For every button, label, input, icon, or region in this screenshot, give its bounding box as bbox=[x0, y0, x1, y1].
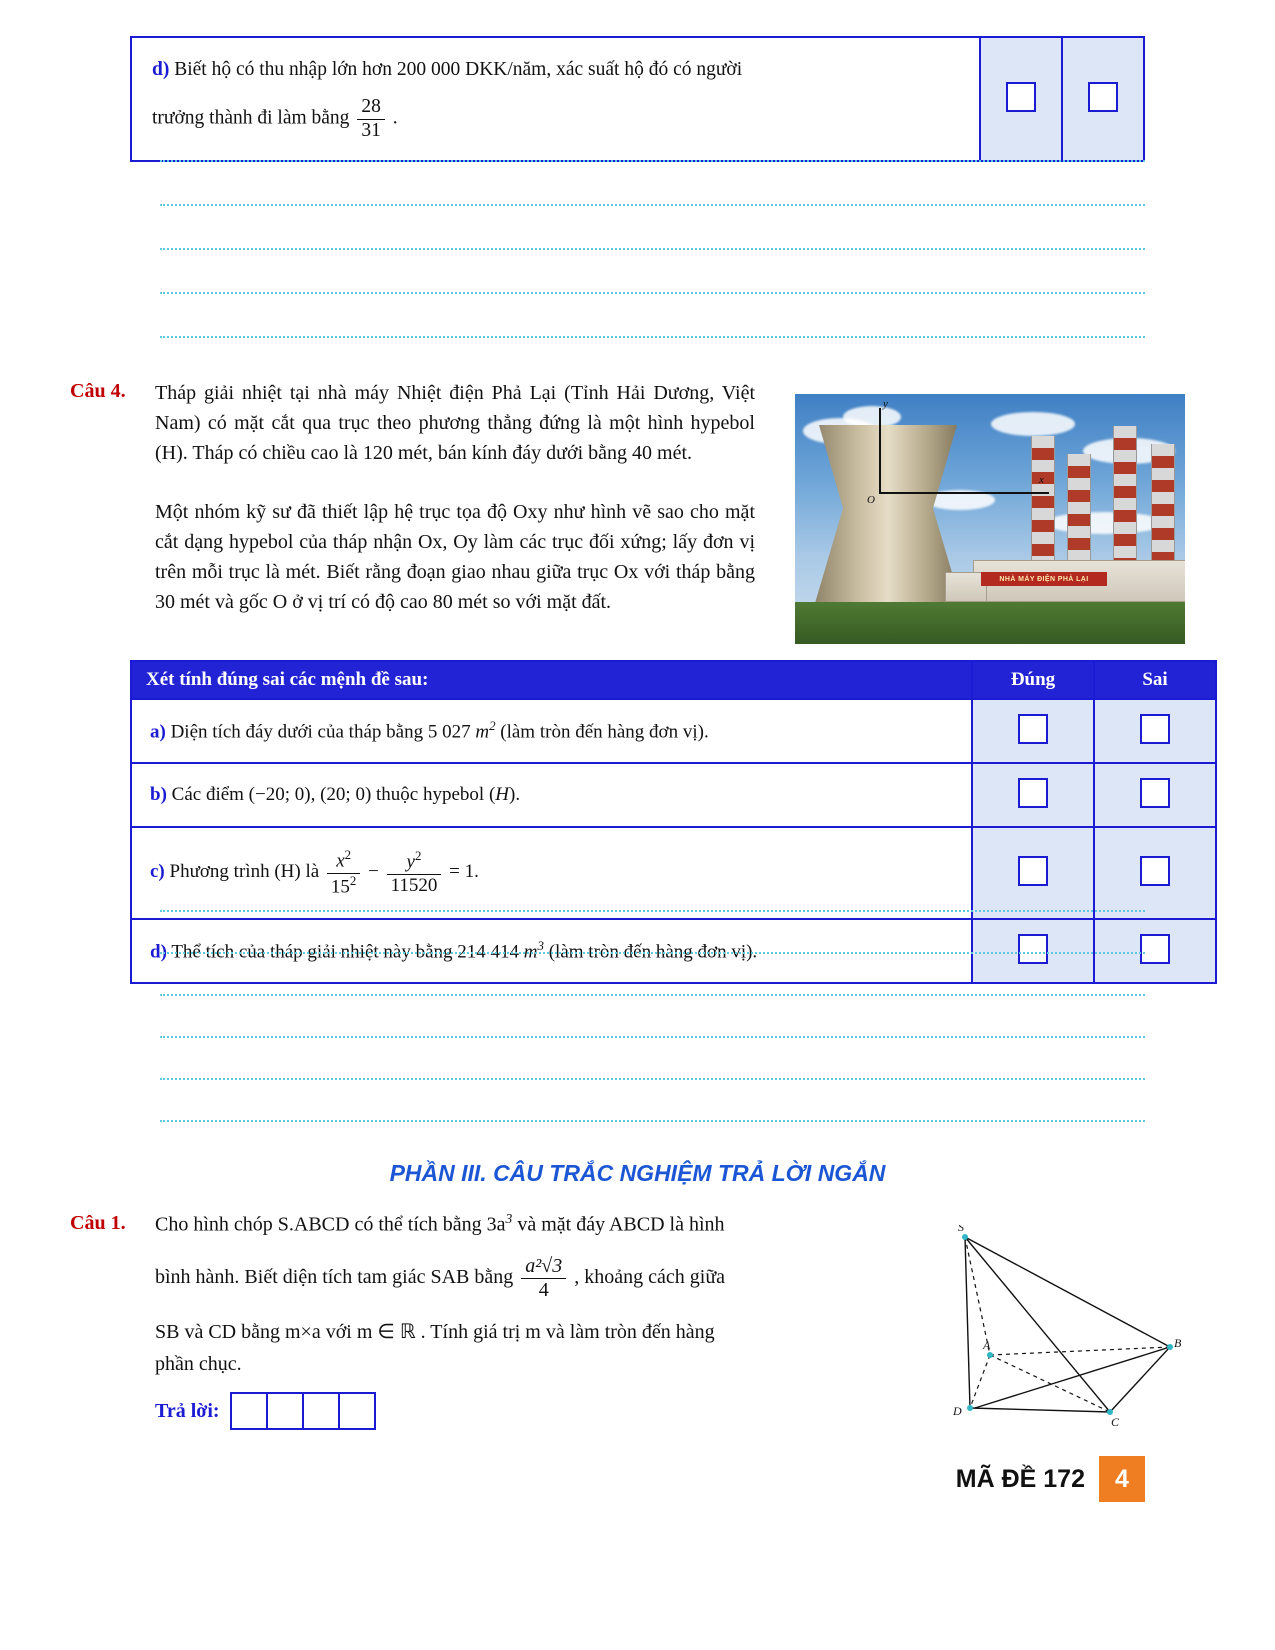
answer-cell-4[interactable] bbox=[340, 1394, 374, 1428]
statement-text-d2-post: (làm tròn đến hàng đơn vị). bbox=[543, 940, 758, 962]
checkbox-a-false[interactable] bbox=[1140, 714, 1170, 744]
vertex-label-d: D bbox=[953, 1404, 962, 1418]
answer-line[interactable] bbox=[160, 910, 1145, 912]
answer-lines-block-2 bbox=[160, 910, 1145, 1122]
fraction-denominator: 4 bbox=[538, 1278, 549, 1301]
axis-origin-label: O bbox=[867, 494, 875, 506]
answer-line[interactable] bbox=[160, 336, 1145, 338]
answer-line[interactable] bbox=[160, 994, 1145, 996]
q1-line1-b: và mặt đáy ABCD là hình bbox=[512, 1213, 725, 1236]
statement-exp-a: 2 bbox=[489, 717, 496, 733]
checkbox-c-false[interactable] bbox=[1140, 856, 1170, 886]
vertex-label-a: A bbox=[983, 1338, 991, 1352]
part-3-title: PHẦN III. CÂU TRẮC NGHIỆM TRẢ LỜI NGẮN bbox=[389, 1160, 886, 1186]
vertex-label-c: C bbox=[1111, 1415, 1120, 1429]
statement-period: . bbox=[392, 107, 398, 129]
statement-label-d: d) bbox=[152, 58, 170, 80]
edge-s-d bbox=[965, 1237, 970, 1408]
statement-text-b-post: ). bbox=[509, 783, 521, 805]
statement-unit-d2: m bbox=[523, 940, 538, 962]
pyramid-base-solid-edges bbox=[970, 1347, 1170, 1412]
vertex-a bbox=[987, 1352, 993, 1358]
photo-ground bbox=[795, 602, 1185, 644]
plant-sign: NHÀ MÁY ĐIỆN PHẢ LẠI bbox=[981, 572, 1107, 586]
checkbox-d-false[interactable] bbox=[1088, 82, 1118, 112]
cloud-icon bbox=[1045, 512, 1165, 534]
table-header-row bbox=[131, 661, 1216, 699]
num-x-exp: 2 bbox=[344, 847, 352, 863]
question-4-para-1: Tháp giải nhiệt tại nhà máy Nhiệt điện Phả Lại (Tỉnh Hải Dương, Việt Nam) có mặt cắt qua trục theo phương thẳng đứng là một hình hypebol (H). Tháp có chiều cao là 120 mét, bán kính đáy dưới bằng 40 mét. bbox=[155, 382, 755, 464]
fraction-numerator bbox=[387, 849, 442, 874]
q1-line2-a: bình hành. Biết diện tích tam giác SAB bằng bbox=[155, 1265, 514, 1288]
minus-sign: − bbox=[368, 861, 379, 883]
top-statement-table bbox=[130, 36, 1145, 162]
statement-unit-a: m bbox=[475, 720, 490, 742]
vertex-d bbox=[967, 1405, 973, 1411]
fraction-denominator: 11520 bbox=[390, 874, 438, 896]
axis-y-label: y bbox=[883, 398, 888, 410]
q1-line4: phần chục. bbox=[155, 1352, 242, 1375]
axis-x-label: x bbox=[1039, 474, 1044, 486]
num-y: y bbox=[406, 851, 415, 873]
checkbox-a-true[interactable] bbox=[1018, 714, 1048, 744]
statement-text-d2-pre: Thể tích của tháp giải nhiệt này bằng 214 414 bbox=[171, 940, 524, 962]
answer-cell-2[interactable] bbox=[268, 1394, 304, 1428]
checkbox-cell-b-false[interactable] bbox=[1094, 763, 1216, 827]
question-4-para-2: Một nhóm kỹ sư đã thiết lập hệ trục tọa độ Oxy như hình vẽ sao cho mặt cắt dạng hypebol của tháp nhận Ox, Oy làm các trục đối xứng; lấy đơn vị trên mỗi trục là mét. Biết rằng đoạn giao nhau giữa trục Ox với tháp bằng 30 mét và gốc O ở vị trí có độ cao 80 mét so với mặt đất. bbox=[155, 501, 755, 613]
question-4-number: Câu 4. bbox=[70, 380, 126, 402]
checkbox-cell-b-true[interactable] bbox=[972, 763, 1094, 827]
num-x: x bbox=[336, 850, 345, 872]
den-15: 15 bbox=[330, 875, 350, 897]
header-true: Đúng bbox=[972, 661, 1094, 699]
part3-question-1-body bbox=[155, 1208, 870, 1430]
statement-cell-a bbox=[131, 699, 972, 763]
table-row bbox=[131, 763, 1216, 827]
checkbox-cell-c-false[interactable] bbox=[1094, 827, 1216, 919]
fraction-numerator bbox=[327, 848, 360, 873]
vertex-s bbox=[962, 1234, 968, 1240]
axis-y-line bbox=[879, 408, 881, 494]
checkbox-cell-d-false[interactable] bbox=[1062, 37, 1144, 161]
statement-cell-b bbox=[131, 763, 972, 827]
statement-cell-d bbox=[131, 37, 980, 161]
q1-line2-b: , khoảng cách giữa bbox=[574, 1265, 726, 1288]
answer-line[interactable] bbox=[160, 292, 1145, 294]
checkbox-d-true[interactable] bbox=[1006, 82, 1036, 112]
statement-text-b-pre: Các điểm (−20; 0), (20; 0) thuộc hypebol ( bbox=[171, 783, 496, 805]
table-row bbox=[131, 827, 1216, 919]
q1-line1-a: Cho hình chóp S.ABCD có thể tích bằng 3a bbox=[155, 1213, 506, 1236]
pyramid-sabcd-figure bbox=[895, 1225, 1185, 1440]
statement-unit-b: H bbox=[495, 783, 510, 805]
edge-a-c-dashed bbox=[990, 1355, 1110, 1412]
fraction-denominator: 31 bbox=[361, 119, 381, 141]
answer-cell-1[interactable] bbox=[232, 1394, 268, 1428]
answer-cell-3[interactable] bbox=[304, 1394, 340, 1428]
statement-text-d-line2: trưởng thành đi làm bằng bbox=[152, 107, 350, 129]
header-statement: Xét tính đúng sai các mệnh đề sau: bbox=[131, 661, 972, 699]
phalai-power-plant-photo bbox=[795, 394, 1185, 644]
checkbox-b-true[interactable] bbox=[1018, 778, 1048, 808]
checkbox-c-true[interactable] bbox=[1018, 856, 1048, 886]
statement-text-a-pre: Diện tích đáy dưới của tháp bằng 5 027 bbox=[170, 720, 476, 742]
statement-text-d-line1: Biết hộ có thu nhập lớn hơn 200 000 DKK/năm, xác suất hộ đó có người bbox=[174, 58, 743, 80]
statement-text-c-lead: Phương trình (H) là bbox=[169, 861, 320, 883]
answer-line[interactable] bbox=[160, 204, 1145, 206]
fraction-a2root3-over-4 bbox=[521, 1255, 566, 1302]
page-number: 4 bbox=[1099, 1456, 1145, 1502]
statement-label-c: c) bbox=[150, 861, 165, 883]
cloud-icon bbox=[843, 406, 901, 428]
fraction-28-31 bbox=[357, 96, 385, 142]
answer-line[interactable] bbox=[160, 952, 1145, 954]
checkbox-cell-c-true[interactable] bbox=[972, 827, 1094, 919]
answer-label: Trả lời: bbox=[155, 1399, 220, 1422]
statement-label-b: b) bbox=[150, 783, 167, 805]
pyramid-svg bbox=[895, 1225, 1185, 1440]
vertex-label-b: B bbox=[1174, 1336, 1182, 1350]
edge-s-b bbox=[965, 1237, 1170, 1347]
statement-label-a: a) bbox=[150, 720, 166, 742]
fraction-numerator: a²√3 bbox=[521, 1255, 566, 1279]
checkbox-b-false[interactable] bbox=[1140, 778, 1170, 808]
edge-a-b-dashed bbox=[990, 1347, 1170, 1355]
edge-s-c bbox=[965, 1237, 1110, 1412]
answer-row bbox=[155, 1392, 870, 1430]
statement-text-a-post: (làm tròn đến hàng đơn vị). bbox=[495, 720, 709, 742]
fraction-denominator bbox=[327, 874, 360, 898]
q1-line1-exp: 3 bbox=[505, 1211, 513, 1226]
axis-x-line bbox=[879, 492, 1049, 494]
table-row bbox=[131, 699, 1216, 763]
checkbox-cell-a-true[interactable] bbox=[972, 699, 1094, 763]
exam-code: MÃ ĐỀ 172 bbox=[955, 1464, 1085, 1493]
answer-line[interactable] bbox=[160, 1120, 1145, 1122]
checkbox-cell-a-false[interactable] bbox=[1094, 699, 1216, 763]
vertex-b bbox=[1167, 1344, 1173, 1350]
fraction-x2-over-15sq bbox=[327, 848, 360, 897]
statement-label-d2: d) bbox=[150, 940, 167, 962]
vertex-label-s: S bbox=[958, 1225, 964, 1234]
part3-question-1-number: Câu 1. bbox=[70, 1212, 126, 1234]
checkbox-cell-d-true[interactable] bbox=[980, 37, 1062, 161]
edge-a-d-dashed bbox=[970, 1355, 990, 1408]
fraction-y2-over-11520 bbox=[387, 849, 442, 896]
cloud-icon bbox=[991, 412, 1075, 436]
den-15-exp: 2 bbox=[349, 872, 357, 888]
statement-exp-d2: 3 bbox=[537, 937, 544, 953]
answer-line[interactable] bbox=[160, 160, 1145, 162]
q1-line3: SB và CD bằng m×a với m ∈ ℝ . Tính giá trị m và làm tròn đến hàng bbox=[155, 1320, 715, 1343]
equation-tail: = 1. bbox=[449, 861, 479, 883]
answer-line[interactable] bbox=[160, 248, 1145, 250]
footer bbox=[956, 1456, 1145, 1502]
answer-line[interactable] bbox=[160, 1078, 1145, 1080]
num-y-exp: 2 bbox=[414, 848, 422, 864]
answer-input-boxes[interactable] bbox=[230, 1392, 376, 1430]
answer-line[interactable] bbox=[160, 1036, 1145, 1038]
statement-cell-c bbox=[131, 827, 972, 919]
header-false: Sai bbox=[1094, 661, 1216, 699]
fraction-numerator: 28 bbox=[357, 96, 385, 119]
answer-lines-block-1 bbox=[160, 160, 1145, 338]
